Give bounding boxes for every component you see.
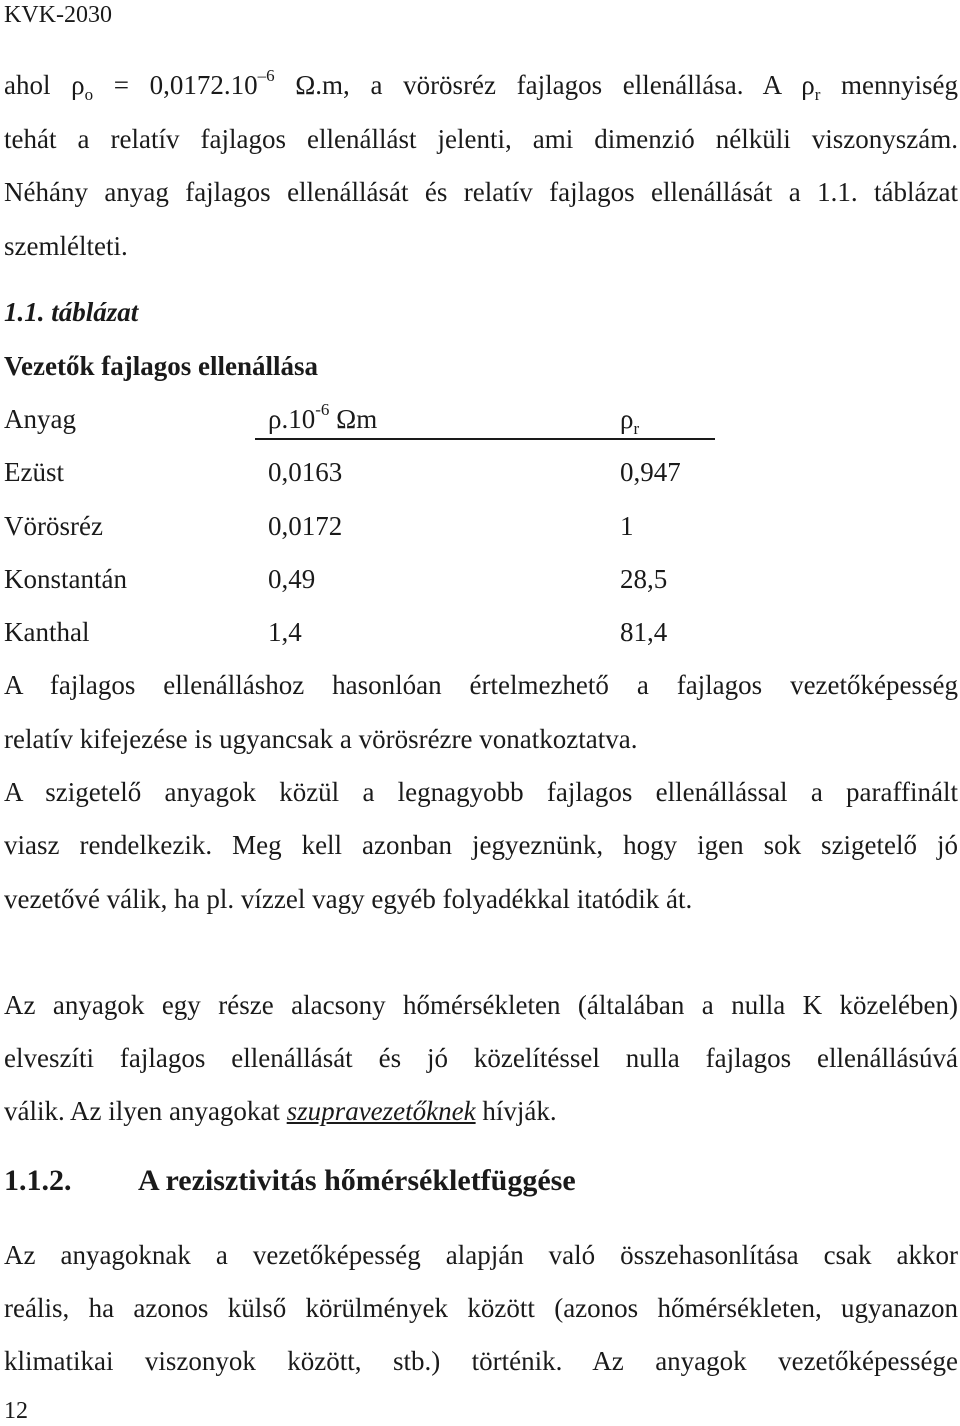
intro-line-4: szemlélteti. bbox=[4, 231, 128, 261]
header-resistivity-unit: Ωm bbox=[329, 404, 378, 434]
header-resistivity bbox=[268, 402, 377, 440]
row-resistivity: 1,4 bbox=[268, 617, 302, 647]
para3-line-1: A szigetelő anyagok közül a legnagyobb fajlagos ellenállással a paraffinált bbox=[4, 777, 958, 807]
section-number: 1.1.2. bbox=[4, 1164, 72, 1197]
para4-line-3 bbox=[4, 1094, 958, 1128]
section-title: A rezisztivitás hőmérsékletfüggése bbox=[138, 1164, 576, 1197]
intro-unit-text: Ω.m, a vörösréz fajlagos ellenállása. A ρ bbox=[274, 70, 815, 100]
header-resistivity-exponent: -6 bbox=[315, 400, 330, 419]
document-code: KVK-2030 bbox=[4, 2, 112, 28]
superconductors-term: szupravezetőknek bbox=[286, 1096, 476, 1126]
intro-rho-symbol: ahol ρ bbox=[4, 70, 85, 100]
para4-line-2: elveszíti fajlagos ellenállását és jó közelítéssel nulla fajlagos ellenállásúvá bbox=[4, 1043, 958, 1073]
header-material: Anyag bbox=[4, 404, 76, 434]
row-relative: 81,4 bbox=[620, 617, 668, 647]
header-relative-subscript: r bbox=[633, 419, 640, 438]
table-header-rule bbox=[255, 438, 715, 440]
para5-line-2: reális, ha azonos külső körülmények között (azonos hőmérsékleten, ugyanazon bbox=[4, 1293, 958, 1323]
para3-line-3: vezetővé válik, ha pl. vízzel vagy egyéb folyadékkal itatódik át. bbox=[4, 884, 693, 914]
intro-value: = 0,0172.10 bbox=[93, 70, 258, 100]
para2-line-1: A fajlagos ellenálláshoz hasonlóan értelmezhető a fajlagos vezetőképesség bbox=[4, 670, 958, 700]
row-material: Kanthal bbox=[4, 617, 90, 647]
table-caption-number: 1.1. táblázat bbox=[4, 297, 139, 327]
para5-line-3: klimatikai viszonyok között, stb.) történik. Az anyagok vezetőképessége bbox=[4, 1346, 958, 1376]
header-relative-symbol: ρ bbox=[620, 404, 634, 434]
row-resistivity: 0,49 bbox=[268, 564, 316, 594]
para4-line-1: Az anyagok egy része alacsony hőmérsékleten (általában a nulla K közelében) bbox=[4, 990, 958, 1020]
intro-line-2: tehát a relatív fajlagos ellenállást jelenti, ami dimenzió nélküli viszonyszám. bbox=[4, 124, 958, 154]
row-resistivity: 0,0172 bbox=[268, 511, 343, 541]
page-number: 12 bbox=[4, 1398, 28, 1424]
header-relative bbox=[620, 402, 639, 440]
intro-line-3: Néhány anyag fajlagos ellenállását és relatív fajlagos ellenállását a 1.1. táblázat bbox=[4, 177, 958, 207]
row-relative: 1 bbox=[620, 511, 634, 541]
row-relative: 28,5 bbox=[620, 564, 668, 594]
intro-rho-r-subscript: r bbox=[814, 85, 821, 104]
row-material: Konstantán bbox=[4, 564, 127, 594]
intro-tail: mennyiség bbox=[820, 70, 959, 100]
table-caption-title: Vezetők fajlagos ellenállása bbox=[4, 351, 318, 381]
para2-line-2: relatív kifejezése is ugyancsak a vörösrézre vonatkoztatva. bbox=[4, 724, 638, 754]
para5-line-1: Az anyagoknak a vezetőképesség alapján való összehasonlítása csak akkor bbox=[4, 1240, 958, 1270]
para4-text: válik. Az ilyen anyagokat bbox=[4, 1096, 287, 1126]
para4-tail: hívják. bbox=[475, 1096, 557, 1126]
intro-line-1 bbox=[4, 68, 958, 106]
intro-exponent: –6 bbox=[257, 66, 275, 85]
para3-line-2: viasz rendelkezik. Meg kell azonban jegyeznünk, hogy igen sok szigetelő jó bbox=[4, 830, 958, 860]
row-material: Ezüst bbox=[4, 457, 64, 487]
header-resistivity-base: ρ.10 bbox=[268, 404, 316, 434]
row-relative: 0,947 bbox=[620, 457, 681, 487]
row-resistivity: 0,0163 bbox=[268, 457, 343, 487]
row-material: Vörösréz bbox=[4, 511, 103, 541]
intro-rho-subscript: o bbox=[84, 85, 94, 104]
